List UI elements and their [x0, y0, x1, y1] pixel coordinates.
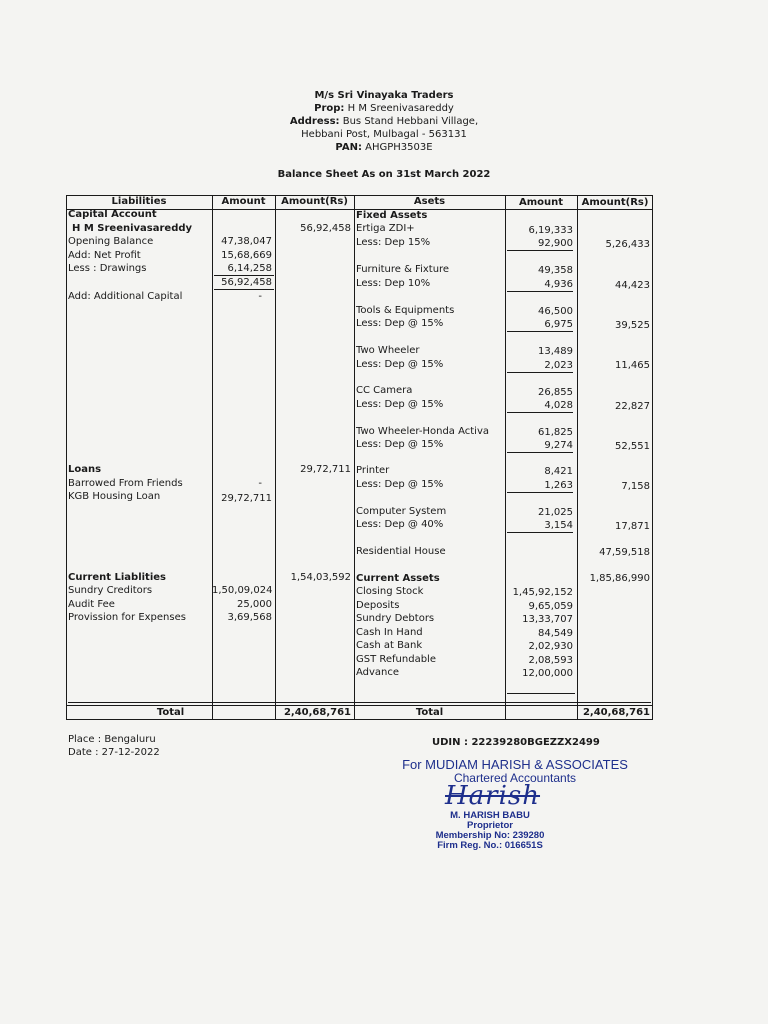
auditor-title: Chartered Accountants [453, 771, 577, 785]
asset-net: 7,158 [621, 481, 650, 492]
total-assets-value: 2,40,68,761 [582, 707, 650, 718]
asset-cost: 49,358 [538, 265, 573, 276]
asset-cost: 8,421 [544, 466, 573, 477]
asset-net: 5,26,433 [605, 239, 650, 250]
audit-fee-label: Audit Fee [68, 599, 115, 610]
current-liabilities-total: 1,54,03,592 [290, 572, 351, 583]
total-label-liabilities: Total [156, 707, 185, 718]
asset-net: 39,525 [615, 320, 650, 331]
current-liabilities-heading: Current Liablities [68, 572, 166, 583]
current-asset-value: 9,65,059 [528, 601, 573, 612]
opening-balance-label: Opening Balance [68, 236, 154, 247]
audit-fee-value: 25,000 [237, 599, 272, 610]
udin: UDIN : 22239280BGEZZX2499 [432, 737, 600, 748]
asset-net: 22,827 [615, 401, 650, 412]
drawings-value: 6,14,258 [227, 263, 272, 274]
asset-name: Printer [356, 465, 390, 476]
loans-total: 29,72,711 [300, 464, 351, 475]
opening-balance-value: 47,38,047 [221, 236, 272, 247]
asset-name: Ertiga ZDI+ [356, 223, 415, 234]
signature: Harish [445, 781, 541, 811]
asset-cost: 61,825 [538, 427, 573, 438]
sundry-creditors-value: 1,50,09,024 [212, 585, 273, 596]
col-header-amount-rs-assets: Amount(Rs) [581, 197, 649, 208]
kgb-loan-label: KGB Housing Loan [68, 491, 161, 502]
address-line-2: Hebbani Post, Mulbagal - 563131 [301, 129, 467, 140]
current-asset-name: Advance [356, 667, 400, 678]
current-assets-total: 1,85,86,990 [589, 573, 650, 584]
current-asset-name: Cash at Bank [356, 640, 423, 651]
asset-dep-label: Less: Dep @ 40% [356, 519, 444, 530]
current-asset-value: 1,45,92,152 [512, 587, 573, 598]
capital-account-heading: Capital Account [68, 209, 157, 220]
signatory-role: Proprietor [467, 820, 513, 831]
net-profit-label: Add: Net Profit [68, 250, 141, 261]
auditor-firm: For MUDIAM HARISH & ASSOCIATES [402, 757, 628, 772]
current-asset-value: 12,00,000 [522, 668, 573, 679]
firm-name: M/s Sri Vinayaka Traders [314, 90, 454, 101]
firm-registration: Firm Reg. No.: 016651S [437, 840, 543, 851]
asset-dep: 3,154 [507, 519, 573, 533]
provision-value: 3,69,568 [227, 612, 272, 623]
friends-loan-label: Barrowed From Friends [68, 478, 183, 489]
total-liabilities-value: 2,40,68,761 [283, 707, 351, 718]
page-title: Balance Sheet As on 31st March 2022 [277, 169, 491, 180]
balance-sheet-table [66, 195, 653, 720]
col-header-liabilities: Liabilities [111, 196, 167, 207]
asset-name: Two Wheeler-Honda Activa [356, 426, 490, 437]
current-asset-name: GST Refundable [356, 654, 436, 665]
net-profit-value: 15,68,669 [221, 250, 272, 261]
asset-name: Computer System [356, 506, 447, 517]
current-asset-value: 13,33,707 [522, 614, 573, 625]
asset-dep-label: Less: Dep @ 15% [356, 479, 444, 490]
asset-net: 52,551 [615, 441, 650, 452]
pan-line: PAN: AHGPH3503E [335, 142, 433, 153]
col-header-assets: Asets [413, 196, 446, 207]
asset-cost: 46,500 [538, 306, 573, 317]
asset-dep-label: Less: Dep @ 15% [356, 318, 444, 329]
place: Place : Bengaluru [68, 734, 156, 745]
fixed-assets-heading: Fixed Assets [356, 210, 428, 221]
capital-total: 56,92,458 [300, 223, 351, 234]
additional-capital-label: Add: Additional Capital [68, 291, 183, 302]
asset-name: CC Camera [356, 385, 413, 396]
col-header-amount-assets: Amount [518, 197, 564, 208]
asset-dep-label: Less: Dep @ 15% [356, 439, 444, 450]
asset-dep-label: Less: Dep @ 15% [356, 359, 444, 370]
asset-net: 11,465 [615, 360, 650, 371]
asset-dep: 2,023 [507, 359, 573, 373]
col-header-amount: Amount [221, 196, 266, 207]
kgb-loan-value: 29,72,711 [221, 493, 272, 504]
current-assets-heading: Current Assets [356, 573, 440, 584]
date: Date : 27-12-2022 [68, 747, 160, 758]
proprietor-line: Prop: H M Sreenivasareddy [314, 103, 454, 114]
asset-cost: 21,025 [538, 507, 573, 518]
asset-name: Two Wheeler [356, 345, 420, 356]
address-line: Address: Bus Stand Hebbani Village, [289, 116, 479, 127]
asset-name: Furniture & Fixture [356, 264, 450, 275]
asset-cost: 6,19,333 [528, 225, 573, 236]
membership-number: Membership No: 239280 [435, 830, 545, 841]
current-asset-value: 84,549 [538, 628, 573, 639]
current-asset-name: Closing Stock [356, 586, 424, 597]
asset-dep-label: Less: Dep 10% [356, 278, 431, 289]
current-asset-name: Sundry Debtors [356, 613, 435, 624]
asset-dep: 1,263 [507, 479, 573, 493]
asset-dep-label: Less: Dep 15% [356, 237, 431, 248]
loans-heading: Loans [68, 464, 102, 475]
current-asset-value: 2,08,593 [528, 655, 573, 666]
document-header [0, 89, 768, 154]
provision-label: Provission for Expenses [68, 612, 186, 623]
asset-name: Tools & Equipments [356, 305, 455, 316]
asset-dep-label: Less: Dep @ 15% [356, 399, 444, 410]
col-header-amount-rs: Amount(Rs) [281, 196, 348, 207]
drawings-label: Less : Drawings [68, 263, 147, 274]
asset-dep: 92,900 [507, 237, 573, 251]
asset-dep: 4,936 [507, 278, 573, 292]
asset-net: 17,871 [615, 521, 650, 532]
total-label-assets: Total [415, 707, 444, 718]
current-asset-name: Deposits [356, 600, 400, 611]
asset-dep: 9,274 [507, 439, 573, 453]
asset-net: 44,423 [615, 280, 650, 291]
current-asset-value: 2,02,930 [528, 641, 573, 652]
current-asset-name: Cash In Hand [356, 627, 423, 638]
asset-dep: 6,975 [507, 318, 573, 332]
asset-cost: 13,489 [538, 346, 573, 357]
asset-dep: 4,028 [507, 399, 573, 413]
signatory-name: M. HARISH BABU [450, 810, 530, 821]
residential-house-label: Residential House [356, 546, 446, 557]
owner-name: H M Sreenivasareddy [72, 223, 193, 234]
signatory-block [420, 811, 560, 851]
residential-house-value: 47,59,518 [599, 547, 650, 558]
sundry-creditors-label: Sundry Creditors [68, 585, 153, 596]
friends-loan-value: - [258, 478, 262, 489]
asset-cost: 26,855 [538, 387, 573, 398]
capital-subtotal: 56,92,458 [221, 277, 272, 288]
current-assets-rule [507, 693, 575, 694]
additional-capital-value: - [258, 291, 262, 302]
